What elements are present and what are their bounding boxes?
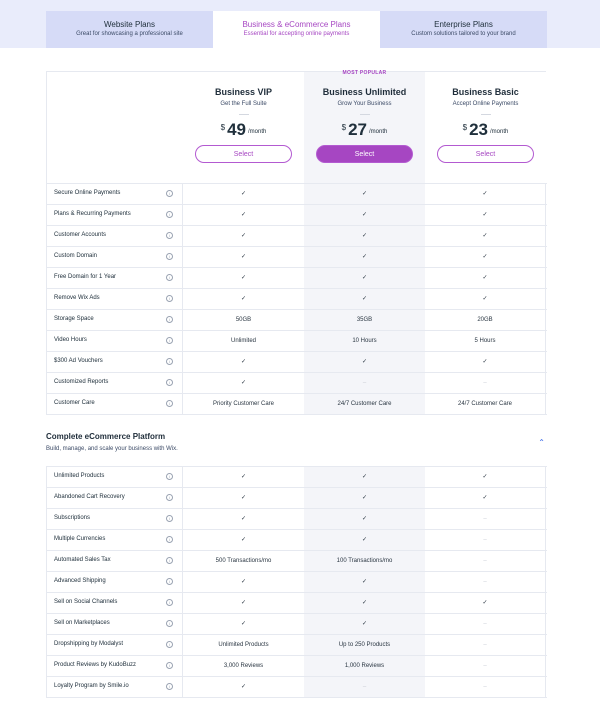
- features-table: [46, 183, 547, 415]
- not-included-dash: –: [425, 509, 546, 529]
- table-row: [46, 530, 547, 551]
- table-row: [46, 331, 547, 352]
- info-icon[interactable]: i: [166, 578, 173, 585]
- tab-website-plans[interactable]: [46, 11, 213, 48]
- check-icon: ✓: [240, 474, 247, 480]
- not-included-dash: –: [425, 373, 546, 393]
- tab-business-ecommerce-plans[interactable]: [213, 11, 380, 48]
- ecommerce-section-header: [46, 432, 547, 452]
- check-icon: ✓: [425, 352, 546, 372]
- info-icon[interactable]: i: [166, 536, 173, 543]
- info-icon[interactable]: i: [166, 400, 173, 407]
- check-icon: ✓: [304, 467, 425, 487]
- table-row: [46, 310, 547, 331]
- check-icon: ✓: [425, 593, 546, 613]
- plan-card-business-unlimited: [304, 71, 425, 183]
- feature-label: Storage Space: [54, 316, 94, 322]
- section-title: Complete eCommerce Platform: [46, 432, 166, 441]
- section-subtitle: Build, manage, and scale your business with Wix.: [46, 446, 178, 452]
- check-icon: ✓: [425, 488, 546, 508]
- check-icon: ✓: [425, 184, 546, 204]
- feature-value: 20GB: [425, 310, 546, 330]
- check-icon: ✓: [240, 254, 247, 260]
- check-icon: ✓: [304, 488, 425, 508]
- feature-label: Plans & Recurring Payments: [54, 211, 131, 217]
- tab-subtitle: Great for showcasing a professional site: [76, 31, 183, 37]
- check-icon: ✓: [304, 593, 425, 613]
- info-icon[interactable]: i: [166, 473, 173, 480]
- check-icon: ✓: [240, 212, 247, 218]
- price-currency: $: [462, 123, 468, 132]
- feature-label: Advanced Shipping: [54, 578, 106, 584]
- plan-name: Business Unlimited: [322, 87, 407, 97]
- check-icon: ✓: [304, 614, 425, 634]
- check-icon: ✓: [240, 380, 247, 386]
- table-row: [46, 635, 547, 656]
- feature-label: Automated Sales Tax: [54, 557, 111, 563]
- table-row: [46, 551, 547, 572]
- info-icon[interactable]: i: [166, 494, 173, 501]
- price-period: /month: [248, 129, 267, 135]
- tab-subtitle: Custom solutions tailored to your brand: [411, 31, 516, 37]
- info-icon[interactable]: i: [166, 683, 173, 690]
- plan-divider: [239, 114, 249, 115]
- check-icon: ✓: [425, 247, 546, 267]
- feature-label: Loyalty Program by Smile.io: [54, 683, 129, 689]
- table-row: [46, 226, 547, 247]
- feature-value: 500 Transactions/mo: [215, 558, 272, 564]
- info-icon[interactable]: i: [166, 620, 173, 627]
- feature-value: 35GB: [304, 310, 425, 330]
- check-icon: ✓: [240, 233, 247, 239]
- table-row: [46, 572, 547, 593]
- table-row: [46, 373, 547, 394]
- feature-value: 3,000 Reviews: [223, 663, 264, 669]
- plan-header-row: [46, 71, 547, 183]
- plan-price: [304, 121, 425, 139]
- info-icon[interactable]: i: [166, 253, 173, 260]
- select-business-basic-button[interactable]: Select: [437, 145, 534, 163]
- price-amount: 23: [469, 120, 489, 139]
- info-icon[interactable]: i: [166, 211, 173, 218]
- plan-tagline: Get the Full Suite: [220, 101, 267, 107]
- check-icon: ✓: [240, 191, 247, 197]
- check-icon: ✓: [240, 275, 247, 281]
- feature-label: Secure Online Payments: [54, 190, 121, 196]
- table-row: [46, 467, 547, 488]
- check-icon: ✓: [304, 509, 425, 529]
- feature-value: 10 Hours: [304, 331, 425, 351]
- select-business-vip-button[interactable]: Select: [195, 145, 292, 163]
- feature-value: 1,000 Reviews: [304, 656, 425, 676]
- info-icon[interactable]: i: [166, 190, 173, 197]
- table-row: [46, 593, 547, 614]
- table-row: [46, 205, 547, 226]
- table-row: [46, 184, 547, 205]
- feature-label: Free Domain for 1 Year: [54, 274, 117, 280]
- tab-title: Enterprise Plans: [434, 20, 493, 29]
- info-icon[interactable]: i: [166, 599, 173, 606]
- table-row: [46, 289, 547, 310]
- table-row: [46, 509, 547, 530]
- feature-label: Dropshipping by Modalyst: [54, 641, 124, 647]
- feature-value: 5 Hours: [425, 331, 546, 351]
- plan-card-business-basic: [425, 71, 546, 183]
- collapse-chevron-icon[interactable]: ⌃: [538, 438, 545, 447]
- feature-label: Subscriptions: [54, 515, 91, 521]
- check-icon: ✓: [304, 289, 425, 309]
- feature-label: Sell on Social Channels: [54, 599, 118, 605]
- not-included-dash: –: [425, 635, 546, 655]
- ecommerce-table: [46, 466, 547, 698]
- check-icon: ✓: [240, 684, 247, 690]
- feature-label: Abandoned Cart Recovery: [54, 494, 125, 500]
- plan-tagline: Grow Your Business: [337, 101, 392, 107]
- table-row: [46, 394, 547, 415]
- check-icon: ✓: [304, 530, 425, 550]
- check-icon: ✓: [240, 296, 247, 302]
- feature-label: Multiple Currencies: [54, 536, 106, 542]
- feature-value: 24/7 Customer Care: [425, 394, 546, 414]
- info-icon[interactable]: i: [166, 274, 173, 281]
- tab-title: Website Plans: [104, 20, 155, 29]
- info-icon[interactable]: i: [166, 232, 173, 239]
- table-row: [46, 247, 547, 268]
- feature-value: Unlimited: [230, 338, 256, 344]
- not-included-dash: –: [425, 614, 546, 634]
- check-icon: ✓: [304, 268, 425, 288]
- check-icon: ✓: [240, 600, 247, 606]
- plan-header-spacer: [46, 71, 183, 183]
- check-icon: ✓: [425, 467, 546, 487]
- plan-card-business-vip: [183, 71, 304, 183]
- plan-divider: [360, 114, 370, 115]
- feature-label: Sell on Marketplaces: [54, 620, 110, 626]
- feature-label: Custom Domain: [54, 253, 98, 259]
- plan-price: [425, 121, 546, 139]
- check-icon: ✓: [240, 537, 247, 543]
- feature-label: Customized Reports: [54, 379, 109, 385]
- table-row: [46, 268, 547, 289]
- check-icon: ✓: [304, 226, 425, 246]
- feature-label: Video Hours: [54, 337, 87, 343]
- feature-label: Customer Care: [54, 400, 95, 406]
- check-icon: ✓: [425, 205, 546, 225]
- check-icon: ✓: [304, 184, 425, 204]
- table-row: [46, 656, 547, 677]
- price-period: /month: [490, 129, 509, 135]
- check-icon: ✓: [304, 352, 425, 372]
- table-row: [46, 614, 547, 635]
- not-included-dash: –: [425, 572, 546, 592]
- check-icon: ✓: [304, 247, 425, 267]
- info-icon[interactable]: i: [166, 316, 173, 323]
- plan-tagline: Accept Online Payments: [452, 101, 519, 107]
- info-icon[interactable]: i: [166, 641, 173, 648]
- feature-value: Priority Customer Care: [212, 401, 274, 407]
- table-row: [46, 488, 547, 509]
- plan-type-tabs: [46, 11, 547, 48]
- select-business-unlimited-button[interactable]: Select: [316, 145, 413, 163]
- tab-subtitle: Essential for accepting online payments: [243, 31, 350, 37]
- feature-value: 50GB: [235, 317, 252, 323]
- not-included-dash: –: [425, 677, 546, 697]
- price-currency: $: [220, 123, 226, 132]
- check-icon: ✓: [240, 579, 247, 585]
- feature-value: Unlimited Products: [218, 642, 269, 648]
- not-included-dash: –: [304, 677, 425, 697]
- check-icon: ✓: [425, 289, 546, 309]
- feature-label: Product Reviews by KudoBuzz: [54, 662, 137, 668]
- check-icon: ✓: [240, 495, 247, 501]
- plan-divider: [481, 114, 491, 115]
- price-amount: 27: [348, 120, 368, 139]
- feature-label: Customer Accounts: [54, 232, 107, 238]
- price-amount: 49: [227, 120, 247, 139]
- check-icon: ✓: [304, 572, 425, 592]
- price-period: /month: [369, 129, 388, 135]
- table-row: [46, 677, 547, 698]
- info-icon[interactable]: i: [166, 379, 173, 386]
- check-icon: ✓: [304, 205, 425, 225]
- plan-price: [183, 121, 304, 139]
- not-included-dash: –: [425, 656, 546, 676]
- feature-value: 24/7 Customer Care: [304, 394, 425, 414]
- check-icon: ✓: [240, 621, 247, 627]
- check-icon: ✓: [240, 516, 247, 522]
- not-included-dash: –: [425, 551, 546, 571]
- info-icon[interactable]: i: [166, 295, 173, 302]
- not-included-dash: –: [425, 530, 546, 550]
- feature-value: 100 Transactions/mo: [304, 551, 425, 571]
- table-row: [46, 352, 547, 373]
- info-icon[interactable]: i: [166, 337, 173, 344]
- plan-name: Business VIP: [214, 87, 273, 97]
- info-icon[interactable]: i: [166, 358, 173, 365]
- price-currency: $: [341, 123, 347, 132]
- feature-label: $300 Ad Vouchers: [54, 358, 103, 364]
- feature-value: Up to 250 Products: [304, 635, 425, 655]
- check-icon: ✓: [425, 268, 546, 288]
- check-icon: ✓: [240, 359, 247, 365]
- plan-name: Business Basic: [452, 87, 519, 97]
- not-included-dash: –: [304, 373, 425, 393]
- info-icon[interactable]: i: [166, 662, 173, 669]
- info-icon[interactable]: i: [166, 557, 173, 564]
- feature-label: Unlimited Products: [54, 473, 105, 479]
- most-popular-badge: MOST POPULAR: [342, 70, 387, 76]
- info-icon[interactable]: i: [166, 515, 173, 522]
- check-icon: ✓: [425, 226, 546, 246]
- tab-title: Business & eCommerce Plans: [242, 20, 351, 29]
- tab-enterprise-plans[interactable]: [380, 11, 547, 48]
- feature-label: Remove Wix Ads: [54, 295, 100, 301]
